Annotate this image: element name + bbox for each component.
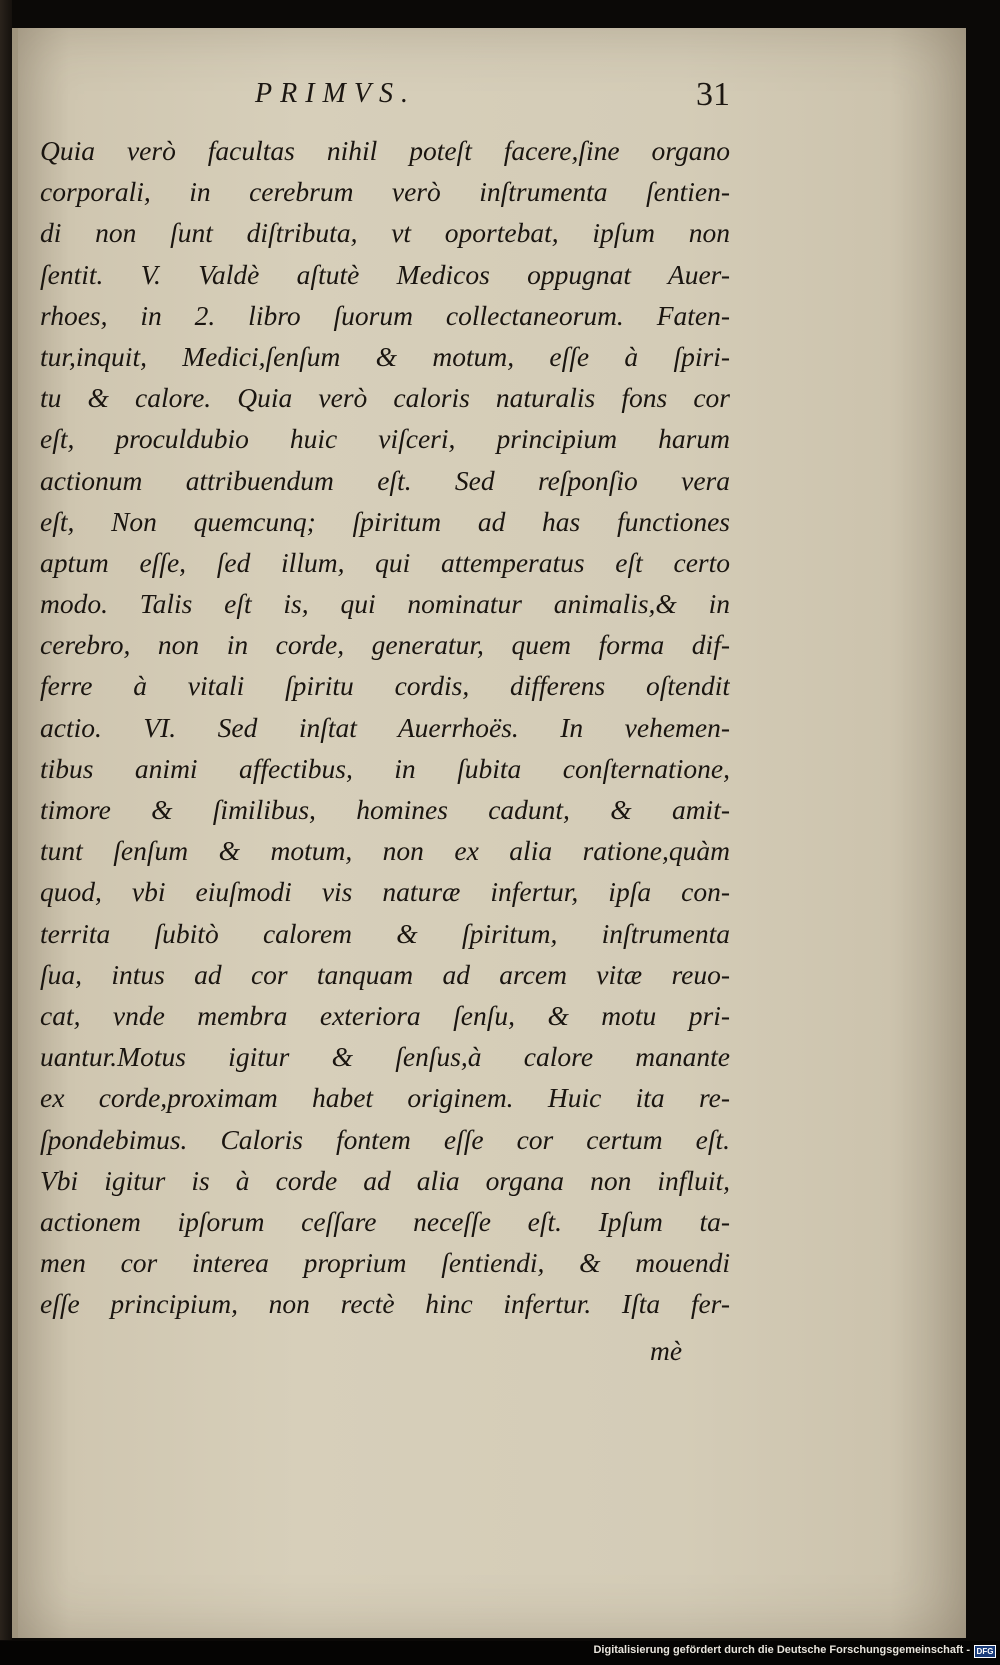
book-spine xyxy=(0,0,12,1640)
text-line: rhoes, in 2. libro ſuorum collectaneorum. Faten- xyxy=(40,299,730,331)
text-line: ex corde,proximam habet originem. Huic ita re- xyxy=(40,1082,730,1114)
page-gutter-edge xyxy=(12,28,18,1638)
text-line: cerebro, non in corde, generatur, quem forma dif- xyxy=(40,629,730,661)
text-line: ſpondebimus. Caloris fontem eſſe cor certum eſt. xyxy=(40,1123,730,1155)
text-line: tu & calore. Quia verò caloris naturalis fons cor xyxy=(40,382,730,414)
digitization-footer xyxy=(0,1641,1000,1665)
catchword: mè xyxy=(650,1335,683,1366)
text-line: actionum attribuendum eſt. Sed reſponſio vera xyxy=(40,464,730,496)
text-line: quod, vbi eiuſmodi vis naturæ infertur, ipſa con- xyxy=(40,876,730,908)
text-line: tunt ſenſum & motum, non ex alia ratione,quàm xyxy=(40,835,730,867)
text-line: aptum eſſe, ſed illum, qui attemperatus eſt certo xyxy=(40,546,730,578)
page-header xyxy=(40,78,730,118)
text-line: tur,inquit, Medici,ſenſum & motum, eſſe à ſpiri- xyxy=(40,340,730,372)
text-line: actionem ipſorum ceſſare neceſſe eſt. Ipſum ta- xyxy=(40,1205,730,1237)
text-line: Quia verò facultas nihil poteſt facere,ſine organo xyxy=(40,135,730,166)
text-line: eſſe principium, non rectè hinc infertur. Iſta fer- xyxy=(40,1288,730,1320)
page-number: 31 xyxy=(696,76,730,113)
text-line: Vbi igitur is à corde ad alia organa non influit, xyxy=(40,1164,730,1196)
text-line: actio. VI. Sed inſtat Auerrhoës. In vehemen- xyxy=(40,711,730,743)
body-text xyxy=(40,130,730,1324)
text-line: uantur.Motus igitur & ſenſus,à calore manante xyxy=(40,1041,730,1073)
running-head: PRIMVS. xyxy=(255,78,416,109)
text-line: tibus animi affectibus, in ſubita conſternatione, xyxy=(40,752,730,784)
dfg-logo: DFG xyxy=(974,1645,996,1658)
funding-credit: Digitalisierung gefördert durch die Deutsche Forschungsgemeinschaft - xyxy=(593,1644,970,1656)
text-line: cat, vnde membra exteriora ſenſu, & motu pri- xyxy=(40,999,730,1031)
text-line: territa ſubitò calorem & ſpiritum, inſtrumenta xyxy=(40,917,730,949)
text-line: modo. Talis eſt is, qui nominatur animalis,& in xyxy=(40,588,730,620)
text-line: corporali, in cerebrum verò inſtrumenta ſentien- xyxy=(40,176,730,208)
text-line: men cor interea proprium ſentiendi, & mouendi xyxy=(40,1247,730,1279)
text-line: ferre à vitali ſpiritu cordis, differens oſtendit xyxy=(40,670,730,702)
text-line: eſt, proculdubio huic viſceri, principium harum xyxy=(40,423,730,455)
text-line: eſt, Non quemcunq; ſpiritum ad has functiones xyxy=(40,505,730,537)
text-line: timore & ſimilibus, homines cadunt, & amit- xyxy=(40,794,730,825)
text-line: ſua, intus ad cor tanquam ad arcem vitæ reuo- xyxy=(40,958,730,990)
text-line: ſentit. V. Valdè aſtutè Medicos oppugnat Auer- xyxy=(40,258,730,290)
text-line: di non ſunt diſtributa, vt oportebat, ipſum non xyxy=(40,217,730,249)
